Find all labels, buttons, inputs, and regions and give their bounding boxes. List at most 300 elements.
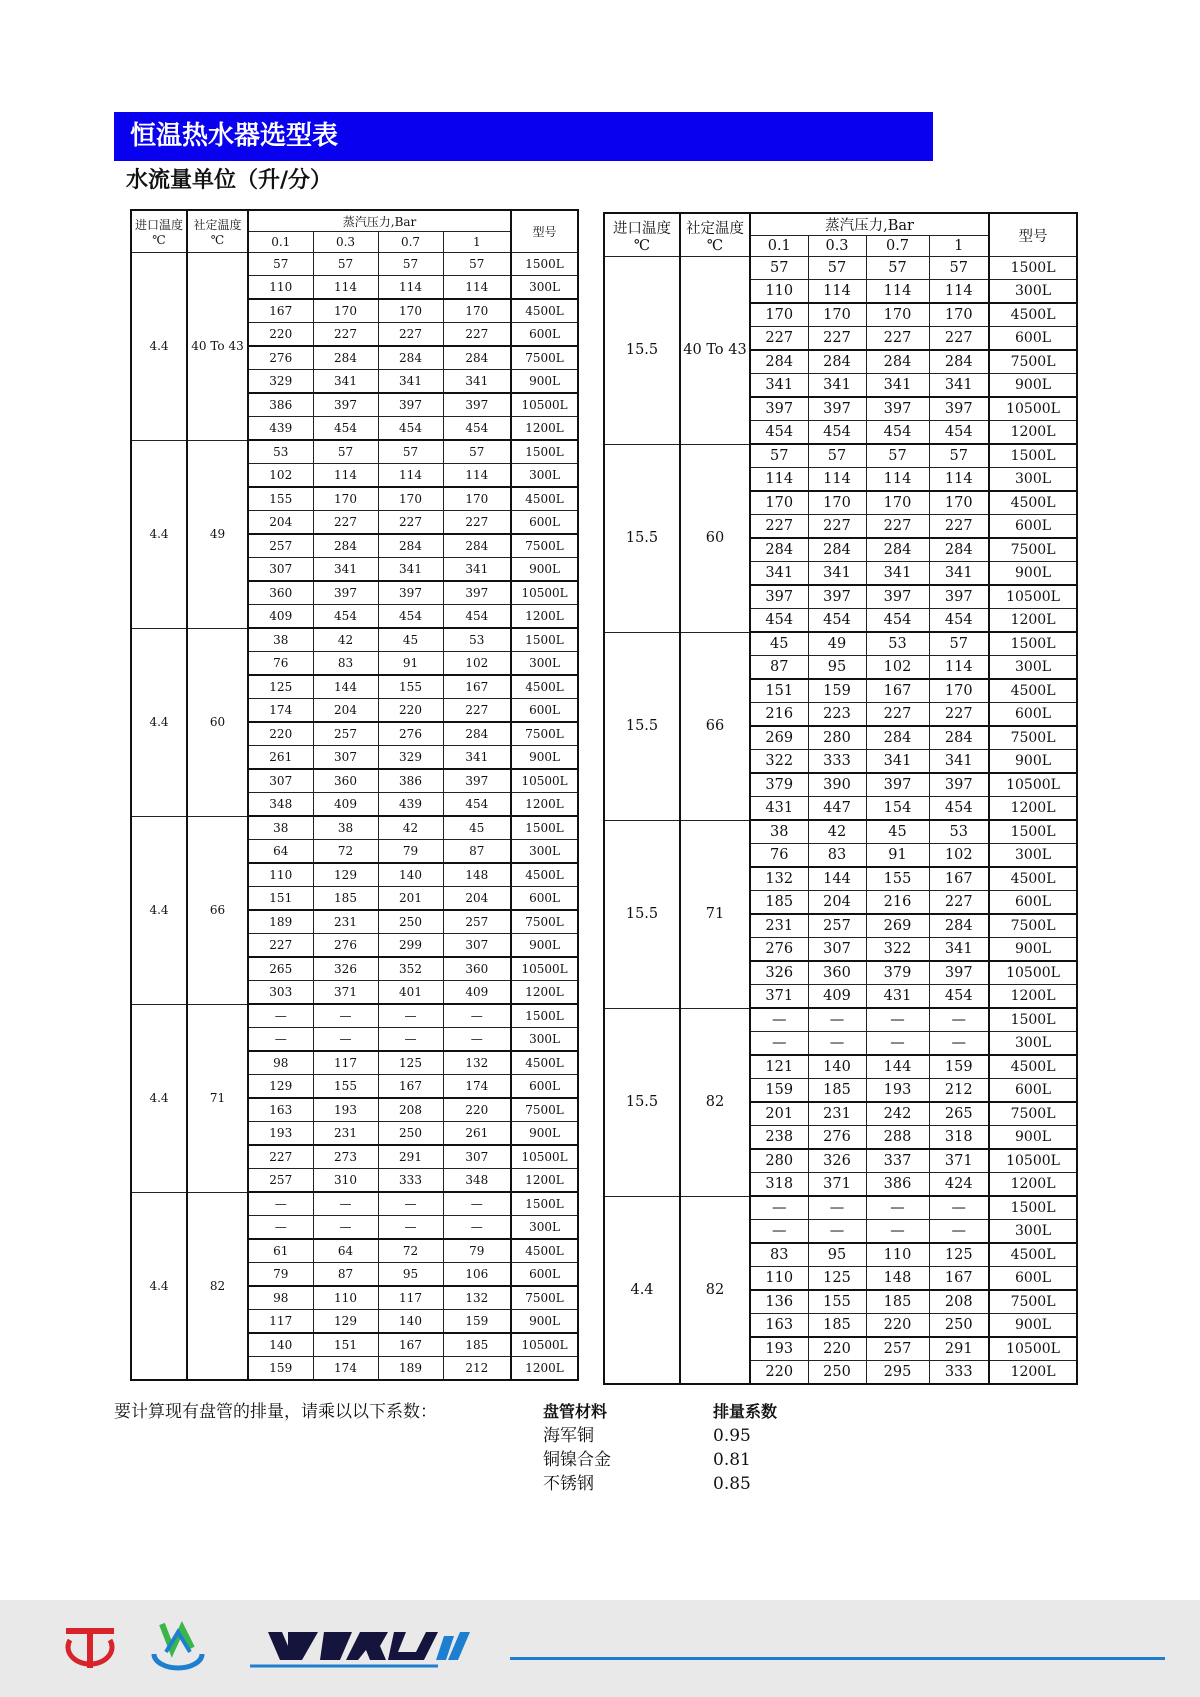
flow-value-cell: 333 (808, 750, 866, 774)
model-cell: 4500L (511, 487, 578, 511)
flow-value-cell: 269 (866, 914, 929, 938)
flow-value-cell: 170 (378, 487, 443, 511)
flow-value-cell: 303 (248, 981, 313, 1005)
flow-value-cell: 148 (443, 863, 511, 887)
pressure-label: 1 (443, 232, 511, 253)
model-cell: 10500L (511, 581, 578, 605)
model-cell: 7500L (511, 722, 578, 746)
flow-value-cell: 140 (248, 1333, 313, 1357)
flow-value-cell: 276 (808, 1126, 866, 1150)
flow-value-cell: — (808, 1032, 866, 1056)
flow-value-cell: 227 (750, 327, 808, 351)
flow-value-cell: 57 (443, 253, 511, 276)
brand-wordmark-logo (248, 1622, 478, 1674)
model-cell: 900L (989, 374, 1077, 398)
setpoint-temp-cell: 71 (187, 1004, 248, 1192)
flow-value-cell: 167 (378, 1333, 443, 1357)
flow-value-cell: 151 (248, 887, 313, 911)
flow-value-cell: — (378, 1028, 443, 1052)
flow-value-cell: 110 (248, 863, 313, 887)
flow-value-cell: 72 (378, 1239, 443, 1263)
flow-value-cell: 371 (750, 985, 808, 1009)
setpoint-temp-cell: 82 (680, 1196, 750, 1384)
flow-value-cell: 110 (866, 1243, 929, 1267)
inlet-temp-cell: 4.4 (131, 253, 187, 441)
model-cell: 10500L (989, 397, 1077, 421)
table-row (604, 444, 1077, 468)
flow-value-cell: — (750, 1032, 808, 1056)
flow-value-cell: 170 (866, 303, 929, 327)
coefficient-row (543, 1448, 777, 1472)
model-cell: 1500L (989, 1196, 1077, 1220)
flow-value-cell: 102 (248, 464, 313, 488)
table-row (604, 820, 1077, 844)
flow-value-cell: 204 (248, 511, 313, 535)
table-row (604, 632, 1077, 656)
flow-value-cell: — (750, 1196, 808, 1220)
flow-value-cell: — (248, 1216, 313, 1240)
flow-value-cell: 284 (929, 914, 989, 938)
flow-value-cell: 159 (929, 1055, 989, 1079)
flow-value-cell: 307 (443, 1145, 511, 1169)
flow-value-cell: 57 (313, 253, 378, 276)
flow-value-cell: 307 (313, 746, 378, 770)
flow-value-cell: 454 (750, 609, 808, 633)
flow-value-cell: 45 (443, 816, 511, 840)
flow-value-cell: 220 (750, 1361, 808, 1385)
model-cell: 600L (989, 891, 1077, 915)
pressure-label: 0.7 (378, 232, 443, 253)
flow-value-cell: 322 (866, 938, 929, 962)
flow-value-cell: 341 (443, 746, 511, 770)
flow-value-cell: 91 (378, 652, 443, 676)
flow-value-cell: 284 (808, 538, 866, 562)
flow-value-cell: — (248, 1028, 313, 1052)
table-row (131, 440, 578, 464)
selection-table-right (603, 212, 1078, 1385)
inlet-temp-header: 进口温度 ℃ (131, 210, 187, 253)
flow-value-cell: 318 (750, 1173, 808, 1197)
flow-value-cell: 155 (378, 675, 443, 699)
model-cell: 900L (511, 1310, 578, 1334)
flow-value-cell: 49 (808, 632, 866, 656)
flow-value-cell: 170 (378, 299, 443, 323)
model-cell: 900L (511, 746, 578, 770)
flow-value-cell: 193 (866, 1079, 929, 1103)
flow-value-cell: 140 (808, 1055, 866, 1079)
model-cell: 300L (989, 844, 1077, 868)
material-name: 铜镍合金 (543, 1450, 611, 1470)
flow-value-cell: — (929, 1196, 989, 1220)
flow-value-cell: 307 (248, 558, 313, 582)
material-factor: 0.81 (713, 1450, 751, 1470)
pressure-label: 0.3 (808, 236, 866, 257)
flow-value-cell: 227 (443, 323, 511, 347)
model-cell: 900L (511, 934, 578, 958)
flow-value-cell: 360 (248, 581, 313, 605)
flow-value-cell: 329 (248, 370, 313, 394)
flow-value-cell: 341 (808, 562, 866, 586)
flow-value-cell: 337 (866, 1149, 929, 1173)
flow-value-cell: 454 (929, 609, 989, 633)
flow-value-cell: 250 (378, 910, 443, 934)
flow-value-cell: 72 (313, 840, 378, 864)
flow-value-cell: 193 (248, 1122, 313, 1146)
flow-value-cell: 76 (750, 844, 808, 868)
flow-value-cell: 227 (443, 511, 511, 535)
flow-value-cell: 360 (313, 769, 378, 793)
flow-value-cell: 265 (248, 957, 313, 981)
flow-value-cell: 167 (443, 675, 511, 699)
material-factor: 0.85 (713, 1474, 751, 1494)
model-cell: 4500L (511, 299, 578, 323)
model-cell: 300L (989, 280, 1077, 304)
flow-value-cell: 454 (808, 421, 866, 445)
flow-value-cell: — (808, 1196, 866, 1220)
model-cell: 10500L (511, 1333, 578, 1357)
flow-value-cell: 341 (929, 938, 989, 962)
model-cell: 600L (511, 887, 578, 911)
flow-value-cell: 117 (378, 1286, 443, 1310)
flow-value-cell: 102 (929, 844, 989, 868)
flow-value-cell: 284 (750, 538, 808, 562)
flow-value-cell: 114 (378, 464, 443, 488)
flow-value-cell: 284 (808, 350, 866, 374)
flow-value-cell: 454 (443, 605, 511, 629)
flow-value-cell: 216 (866, 891, 929, 915)
flow-value-cell: 227 (929, 703, 989, 727)
flow-value-cell: 231 (313, 910, 378, 934)
flow-value-cell: — (443, 1028, 511, 1052)
flow-value-cell: — (313, 1192, 378, 1216)
pressure-label: 0.1 (248, 232, 313, 253)
flow-value-cell: — (443, 1192, 511, 1216)
inlet-temp-cell: 4.4 (131, 1004, 187, 1192)
flow-value-cell: 57 (313, 440, 378, 464)
setpoint-temp-header: 社定温度 ℃ (187, 210, 248, 253)
flow-value-cell: 397 (750, 397, 808, 421)
model-cell: 1500L (989, 444, 1077, 468)
flow-value-cell: 154 (866, 797, 929, 821)
model-cell: 1500L (511, 1192, 578, 1216)
flow-value-cell: 95 (808, 656, 866, 680)
model-cell: 1200L (511, 1357, 578, 1381)
flow-value-cell: 189 (248, 910, 313, 934)
model-cell: 1200L (511, 1169, 578, 1193)
flow-value-cell: 454 (929, 797, 989, 821)
model-cell: 1500L (511, 628, 578, 652)
flow-value-cell: 125 (808, 1267, 866, 1291)
flow-value-cell: 57 (929, 632, 989, 656)
flow-value-cell: 204 (313, 699, 378, 723)
flow-value-cell: 144 (313, 675, 378, 699)
flow-value-cell: 220 (248, 323, 313, 347)
model-header: 型号 (989, 213, 1077, 257)
flow-value-cell: 341 (378, 558, 443, 582)
flow-value-cell: 132 (443, 1051, 511, 1075)
flow-value-cell: 53 (443, 628, 511, 652)
flow-value-cell: 341 (313, 370, 378, 394)
flow-value-cell: 95 (808, 1243, 866, 1267)
inlet-temp-header: 进口温度 ℃ (604, 213, 680, 257)
coefficient-header-row (543, 1400, 777, 1424)
page-title: 恒温热水器选型表 (130, 121, 339, 151)
flow-value-cell: 454 (443, 417, 511, 441)
steam-pressure-header: 蒸汽压力,Bar (750, 213, 989, 236)
model-cell: 10500L (989, 1337, 1077, 1361)
flow-value-cell: 223 (808, 703, 866, 727)
title-banner (114, 112, 933, 161)
flow-value-cell: 386 (248, 393, 313, 417)
model-cell: 10500L (989, 1149, 1077, 1173)
flow-value-cell: 98 (248, 1051, 313, 1075)
model-cell: 10500L (511, 393, 578, 417)
flow-value-cell: 189 (378, 1357, 443, 1381)
material-factor: 0.95 (713, 1426, 751, 1446)
flow-value-cell: 371 (929, 1149, 989, 1173)
flow-value-cell: 284 (378, 346, 443, 370)
flow-value-cell: 102 (443, 652, 511, 676)
flow-value-cell: 155 (248, 487, 313, 511)
flow-value-cell: 95 (378, 1263, 443, 1287)
flow-value-cell: 397 (929, 773, 989, 797)
flow-value-cell: 155 (313, 1075, 378, 1099)
flow-value-cell: 185 (866, 1290, 929, 1314)
flow-value-cell: 167 (929, 867, 989, 891)
coefficient-table (543, 1400, 777, 1496)
flow-value-cell: 276 (313, 934, 378, 958)
flow-value-cell: 284 (866, 726, 929, 750)
flow-value-cell: 431 (866, 985, 929, 1009)
model-cell: 300L (989, 468, 1077, 492)
flow-value-cell: — (248, 1192, 313, 1216)
flow-value-cell: 167 (866, 679, 929, 703)
model-cell: 1500L (989, 257, 1077, 280)
flow-value-cell: 117 (248, 1310, 313, 1334)
flow-value-cell: 257 (248, 534, 313, 558)
flow-value-cell: 83 (750, 1243, 808, 1267)
inlet-temp-cell: 4.4 (131, 816, 187, 1004)
flow-value-cell: 208 (378, 1098, 443, 1122)
flow-value-cell: 284 (378, 534, 443, 558)
flow-value-cell: 170 (750, 303, 808, 327)
flow-value-cell: 397 (929, 961, 989, 985)
flow-value-cell: 257 (866, 1337, 929, 1361)
flow-value-cell: 170 (443, 299, 511, 323)
flow-value-cell: 201 (378, 887, 443, 911)
flow-value-cell: 57 (378, 253, 443, 276)
setpoint-temp-cell: 40 To 43 (680, 257, 750, 445)
flow-value-cell: — (750, 1008, 808, 1032)
model-cell: 1200L (989, 1361, 1077, 1385)
model-cell: 1200L (989, 421, 1077, 445)
flow-value-cell: 114 (929, 656, 989, 680)
model-cell: 900L (989, 750, 1077, 774)
flow-value-cell: 397 (313, 581, 378, 605)
model-cell: 1500L (989, 632, 1077, 656)
model-cell: 300L (511, 464, 578, 488)
flow-value-cell: 114 (378, 276, 443, 300)
model-cell: 600L (989, 1267, 1077, 1291)
flow-value-cell: 170 (929, 679, 989, 703)
flow-value-cell: — (866, 1032, 929, 1056)
flow-value-cell: 322 (750, 750, 808, 774)
setpoint-temp-cell: 40 To 43 (187, 253, 248, 441)
model-cell: 1200L (989, 797, 1077, 821)
flow-value-cell: 57 (929, 257, 989, 280)
flow-value-cell: 114 (750, 468, 808, 492)
flow-value-cell: 307 (808, 938, 866, 962)
flow-value-cell: 397 (443, 769, 511, 793)
model-cell: 10500L (989, 773, 1077, 797)
flow-value-cell: 53 (248, 440, 313, 464)
material-name: 不锈钢 (543, 1474, 594, 1494)
flow-value-cell: 220 (443, 1098, 511, 1122)
flow-value-cell: 114 (929, 280, 989, 304)
flow-value-cell: 185 (443, 1333, 511, 1357)
flow-value-cell: 117 (313, 1051, 378, 1075)
flow-value-cell: 352 (378, 957, 443, 981)
flow-value-cell: 397 (866, 773, 929, 797)
flow-value-cell: 454 (750, 421, 808, 445)
flow-value-cell: 386 (866, 1173, 929, 1197)
flow-value-cell: 185 (808, 1314, 866, 1338)
flow-value-cell: 91 (866, 844, 929, 868)
flow-value-cell: 397 (866, 397, 929, 421)
flow-value-cell: 261 (443, 1122, 511, 1146)
flow-value-cell: 121 (750, 1055, 808, 1079)
coefficient-row (543, 1424, 777, 1448)
flow-value-cell: 424 (929, 1173, 989, 1197)
flow-value-cell: 371 (313, 981, 378, 1005)
flow-value-cell: 257 (248, 1169, 313, 1193)
flow-value-cell: 231 (808, 1102, 866, 1126)
flow-value-cell: 360 (443, 957, 511, 981)
footer-bar (0, 1600, 1200, 1697)
model-cell: 300L (511, 276, 578, 300)
flow-value-cell: 280 (808, 726, 866, 750)
flow-value-cell: 132 (443, 1286, 511, 1310)
flow-value-cell: 114 (443, 464, 511, 488)
flow-value-cell: 341 (929, 750, 989, 774)
flow-value-cell: 144 (866, 1055, 929, 1079)
flow-value-cell: 227 (750, 515, 808, 539)
flow-value-cell: 397 (866, 585, 929, 609)
flow-value-cell: 284 (313, 346, 378, 370)
flow-value-cell: 288 (866, 1126, 929, 1150)
model-cell: 300L (511, 1216, 578, 1240)
flow-value-cell: 341 (443, 370, 511, 394)
model-cell: 7500L (511, 1286, 578, 1310)
table-header-row (604, 213, 1077, 236)
model-cell: 900L (989, 1126, 1077, 1150)
flow-value-cell: 409 (248, 605, 313, 629)
model-cell: 600L (511, 323, 578, 347)
model-cell: 4500L (511, 863, 578, 887)
flow-value-cell: 397 (808, 585, 866, 609)
model-cell: 1500L (989, 820, 1077, 844)
pressure-label: 1 (929, 236, 989, 257)
flow-value-cell: 454 (866, 609, 929, 633)
inlet-temp-cell: 15.5 (604, 257, 680, 445)
model-cell: 600L (989, 1079, 1077, 1103)
flow-value-cell: 57 (808, 257, 866, 280)
flow-value-cell: — (313, 1004, 378, 1028)
flow-value-cell: 220 (866, 1314, 929, 1338)
flow-value-cell: 53 (866, 632, 929, 656)
flow-value-cell: 125 (248, 675, 313, 699)
flow-value-cell: 102 (866, 656, 929, 680)
flow-value-cell: 326 (750, 961, 808, 985)
flow-value-cell: 341 (866, 750, 929, 774)
flow-value-cell: 216 (750, 703, 808, 727)
model-cell: 4500L (989, 867, 1077, 891)
flow-value-cell: 341 (866, 374, 929, 398)
model-cell: 1200L (511, 793, 578, 817)
flow-value-cell: 307 (443, 934, 511, 958)
flow-value-cell: 151 (313, 1333, 378, 1357)
inlet-temp-cell: 4.4 (131, 1192, 187, 1380)
setpoint-temp-cell: 60 (187, 628, 248, 816)
flow-value-cell: 114 (929, 468, 989, 492)
model-cell: 7500L (989, 1102, 1077, 1126)
flow-value-cell: 38 (750, 820, 808, 844)
flow-value-cell: 140 (378, 863, 443, 887)
flow-value-cell: 167 (929, 1267, 989, 1291)
flow-value-cell: 132 (750, 867, 808, 891)
flow-value-cell: 284 (443, 346, 511, 370)
flow-value-cell: 201 (750, 1102, 808, 1126)
flow-value-cell: 242 (866, 1102, 929, 1126)
flow-value-cell: 220 (248, 722, 313, 746)
pressure-label: 0.3 (313, 232, 378, 253)
flow-value-cell: 57 (248, 253, 313, 276)
red-logo-icon (58, 1622, 122, 1674)
flow-value-cell: 231 (313, 1122, 378, 1146)
flow-value-cell: 227 (866, 327, 929, 351)
model-cell: 1200L (511, 981, 578, 1005)
flow-value-cell: 276 (750, 938, 808, 962)
model-cell: 4500L (511, 1051, 578, 1075)
flow-value-cell: 174 (248, 699, 313, 723)
flow-value-cell: 257 (313, 722, 378, 746)
flow-value-cell: 439 (378, 793, 443, 817)
flow-value-cell: 64 (248, 840, 313, 864)
flow-value-cell: 227 (443, 699, 511, 723)
flow-value-cell: 61 (248, 1239, 313, 1263)
flow-value-cell: 250 (808, 1361, 866, 1385)
flow-value-cell: 291 (929, 1337, 989, 1361)
flow-value-cell: 57 (750, 444, 808, 468)
flow-value-cell: — (750, 1220, 808, 1244)
flow-value-cell: — (866, 1008, 929, 1032)
flow-value-cell: 170 (808, 491, 866, 515)
flow-value-cell: 257 (808, 914, 866, 938)
flow-value-cell: 454 (378, 417, 443, 441)
flow-value-cell: 167 (378, 1075, 443, 1099)
flow-value-cell: 409 (443, 981, 511, 1005)
flow-value-cell: 170 (443, 487, 511, 511)
model-cell: 900L (989, 1314, 1077, 1338)
flow-value-cell: 227 (808, 515, 866, 539)
flow-value-cell: 284 (866, 350, 929, 374)
flow-value-cell: 155 (808, 1290, 866, 1314)
flow-value-cell: 310 (313, 1169, 378, 1193)
flow-value-cell: 454 (866, 421, 929, 445)
model-cell: 4500L (989, 491, 1077, 515)
flow-value-cell: 397 (378, 581, 443, 605)
flow-value-cell: 454 (929, 421, 989, 445)
